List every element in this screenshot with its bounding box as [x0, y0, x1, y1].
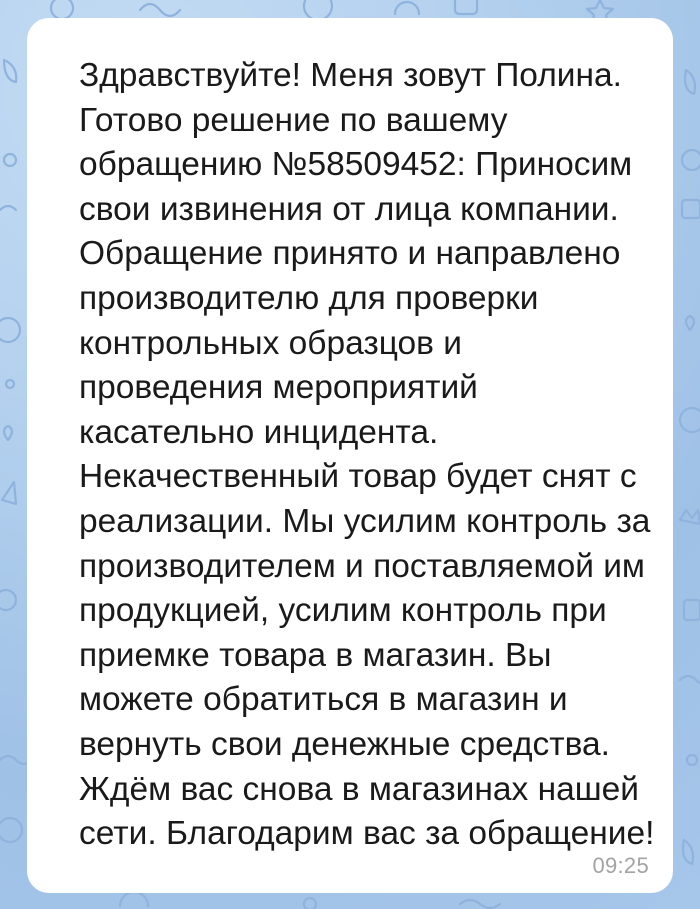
- doodle-gift-icon: [682, 200, 700, 218]
- doodle-circle-icon: [51, 0, 73, 19]
- doodle-circle-icon: [304, 898, 316, 909]
- message-line: касательно инцидента.: [79, 413, 439, 451]
- doodle-circle-icon: [682, 150, 700, 170]
- message-line: реализации. Мы усилим контроль за: [79, 502, 651, 540]
- doodle-dot-icon: [687, 755, 697, 765]
- message-line: можете обратиться в магазин и: [79, 681, 568, 719]
- message-line: продукцией, усилим контроль при: [79, 592, 607, 630]
- doodle-leaf-icon: [685, 70, 695, 94]
- doodle-unicorn-icon: [2, 482, 16, 504]
- doodle-leaf-icon: [4, 60, 16, 82]
- message-bubble[interactable]: [27, 18, 673, 893]
- message-timestamp: 09:25: [592, 853, 649, 878]
- message-line: Готово решение по вашему: [79, 101, 508, 139]
- message-line: сети. Благодарим вас за обращение!: [79, 815, 655, 853]
- doodle-face-icon: [0, 818, 22, 842]
- doodle-box-icon: [455, 0, 477, 14]
- doodle-arc-icon: [120, 892, 148, 906]
- doodle-wave-icon: [140, 4, 180, 16]
- doodle-dot-icon: [6, 380, 14, 388]
- doodle-face-icon: [304, 0, 332, 20]
- message-line: Здравствуйте! Меня зовут Полина.: [79, 57, 622, 94]
- message-line: производителем и поставляемой им: [79, 547, 645, 585]
- doodle-crown-icon: [680, 510, 700, 524]
- message-line: Ждём вас снова в магазинах нашей: [79, 770, 639, 808]
- message-line: обращению №58509452: Приносим: [79, 146, 633, 184]
- message-line: контрольных образцов и: [79, 324, 462, 362]
- message-line: вернуть свои денежные средства.: [79, 725, 610, 763]
- doodle-wave-icon: [0, 206, 16, 210]
- doodle-leaf-icon: [683, 840, 693, 864]
- message-text: [79, 54, 655, 857]
- message-line: Некачественный товар будет снят с: [79, 458, 637, 496]
- doodle-wave-icon: [460, 900, 500, 908]
- doodle-circle-icon: [0, 590, 16, 610]
- doodle-box-icon: [684, 600, 700, 620]
- doodle-heart-icon: [4, 426, 12, 440]
- doodle-face-icon: [0, 318, 20, 342]
- message-line: производителю для проверки: [79, 279, 539, 317]
- message-line: Обращение принято и направлено: [79, 235, 621, 273]
- doodle-dot-icon: [4, 154, 16, 166]
- doodle-wave-icon: [680, 676, 700, 684]
- message-line: приемке товара в магазин. Вы: [79, 636, 552, 674]
- message-line: свои извинения от лица компании.: [79, 190, 619, 228]
- doodle-heart-icon: [686, 316, 694, 330]
- message-line: проведения мероприятий: [79, 369, 478, 407]
- doodle-face-icon: [680, 408, 700, 432]
- doodle-arc-icon: [395, 2, 419, 14]
